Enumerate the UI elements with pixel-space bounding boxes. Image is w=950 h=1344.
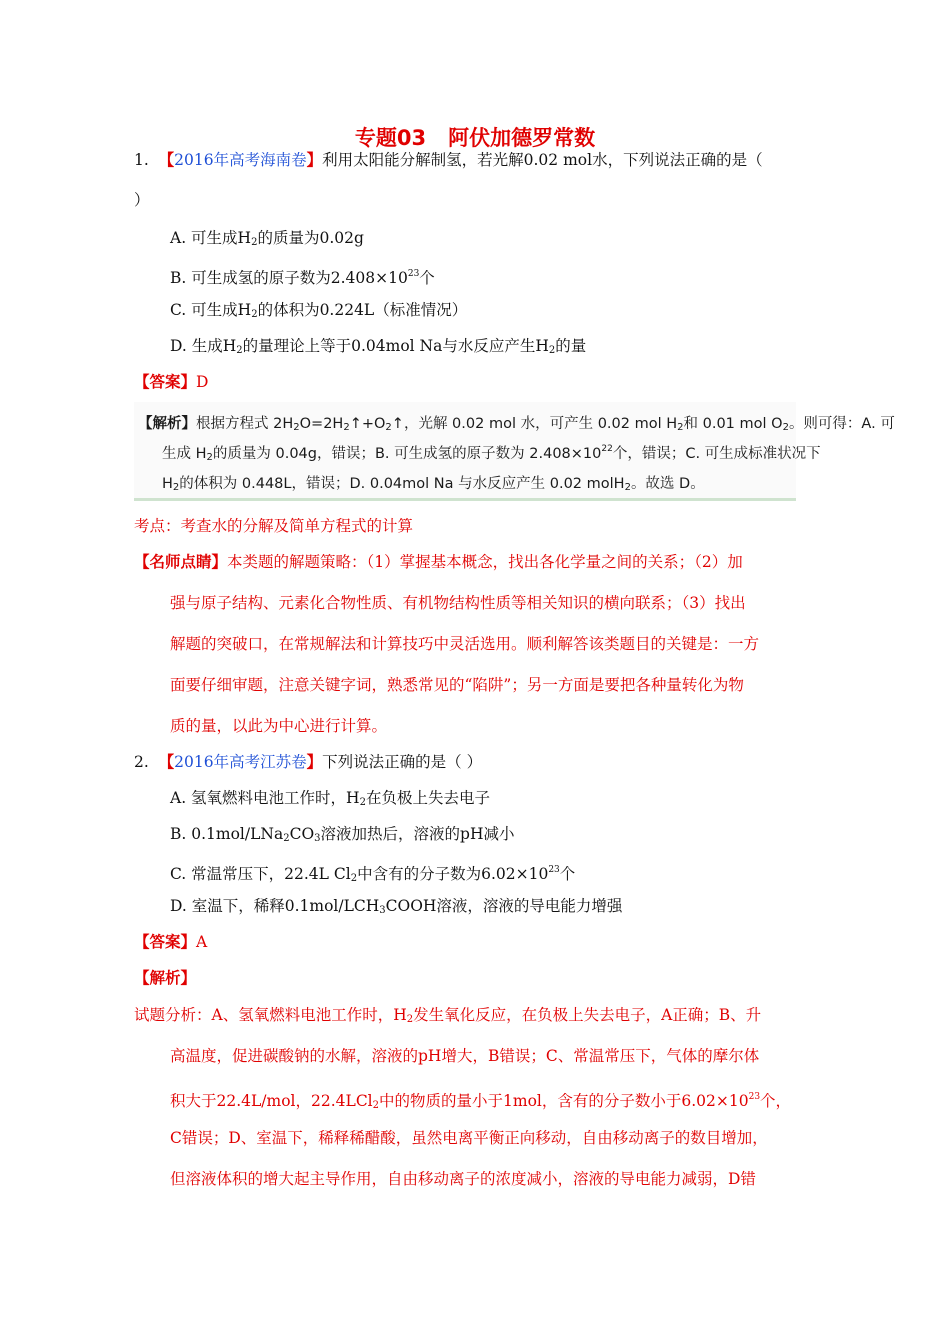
q2-analysis-line3: 积大于22.4L/mol，22.4LCl$_2$中的物质的量小于1mol，含有的分子数小于$6.02\times 10^{23}$个， <box>170 1092 792 1111</box>
q1-answer: 【答案】D <box>134 372 209 391</box>
q2-source: 2016年高考江苏卷 <box>174 753 307 771</box>
q2-analysis-label: 【解析】 <box>134 968 197 987</box>
q2-option-b: B. $0.1mol/LNa_2CO_3$溶液加热后，溶液的pH减小 <box>170 825 515 844</box>
page-title <box>0 122 950 152</box>
q1-stem: 1. 【2016年高考海南卷】利用太阳能分解制氢，若光解0.02 mol水，下列说法正确的是（ <box>134 150 763 169</box>
q1-number: 1. <box>134 151 149 169</box>
q1-option-b: B. 可生成氢的原子数为$2.408\times 10^{23}$个 <box>170 269 435 287</box>
q1-source: 2016年高考海南卷 <box>174 151 307 169</box>
q1-tip-line3: 解题的突破口，在常规解法和计算技巧中灵活选用。顺利解答该类题目的关键是：一方 <box>170 635 760 653</box>
q1-tip-line5: 质的量，以此为中心进行计算。 <box>170 717 388 735</box>
title-part2: 阿伏加德罗常数 <box>448 126 596 150</box>
q1-answer-value: D <box>196 373 209 391</box>
q1-option-d: D. 生成$H_2$的量理论上等于0.04mol Na与水反应产生$H_2$的量 <box>170 337 587 356</box>
q1-kaodian: 考点：考查水的分解及简单方程式的计算 <box>134 517 414 535</box>
q2-option-a: A. 氢氧燃料电池工作时，$H_2$在负极上失去电子 <box>170 789 490 808</box>
title-part1: 专题03 <box>354 126 427 150</box>
q2-stem: 2. 【2016年高考江苏卷】下列说法正确的是（ ） <box>134 752 483 771</box>
q1-option-a: A. 可生成$H_2$的质量为0.02g <box>170 229 364 248</box>
q1-stem-end: ） <box>134 191 150 209</box>
q2-analysis-line4: C错误；D、室温下，稀释稀醋酸，虽然电离平衡正向移动，自由移动离子的数目增加， <box>170 1129 768 1147</box>
q2-number: 2. <box>134 753 149 771</box>
q1-tip-line2: 强与原子结构、元素化合物性质、有机物结构性质等相关知识的横向联系；（3）找出 <box>170 594 746 612</box>
q1-option-c: C. 可生成$H_2$的体积为0.224L（标准情况） <box>170 301 468 320</box>
q2-option-c: C. 常温常压下，22.4L $Cl_2$中含有的分子数为$6.02\times 10^{23}$个 <box>170 865 576 884</box>
q1-stem-text: 利用太阳能分解制氢，若光解0.02 mol水，下列说法正确的是（ <box>322 151 763 169</box>
q2-answer: 【答案】A <box>134 932 208 951</box>
q2-answer-value: A <box>196 933 208 951</box>
q2-stem-text: 下列说法正确的是（ ） <box>322 753 483 771</box>
q1-analysis-image: 【解析】根据方程式 $2H_2O=2H_2↑+O_2↑$，光解 0.02 mol 水，可产生 0.02 mol $H_2$和 0.01 mol $O_2$。则可得：A. 可 生成 $H_2$的质量为 0.04g，错误；B. 可生成氢的原子数为 $2.408\times 10^{22}$个，错误；C. 可生成标准状况下 $H_2$的体积为 0.448L，错误；D. 0.04mol Na 与水反应产生 0.02 molH$_2$。故选 D。 <box>134 402 796 501</box>
q1-tip-line4: 面要仔细审题，注意关键字词，熟悉常见的“陷阱”；另一方面是要把各种量转化为物 <box>170 676 744 694</box>
q1-tip-line1: 【名师点睛】本类题的解题策略：（1）掌握基本概念，找出各化学量之间的关系；（2）加 <box>134 552 743 571</box>
q2-analysis-line5: 但溶液体积的增大起主导作用，自由移动离子的浓度减小，溶液的导电能力减弱，D错 <box>170 1170 756 1188</box>
q2-option-d: D. 室温下，稀释$0.1mol/LCH_3COOH$溶液，溶液的导电能力增强 <box>170 897 623 916</box>
q2-analysis-line2: 高温度，促进碳酸钠的水解，溶液的pH增大，B错误；C、常温常压下，气体的摩尔体 <box>170 1047 760 1065</box>
q2-analysis-line1: 试题分析：A、氢氧燃料电池工作时，$H_2$发生氧化反应，在负极上失去电子，A正确；B、升 <box>134 1006 762 1025</box>
